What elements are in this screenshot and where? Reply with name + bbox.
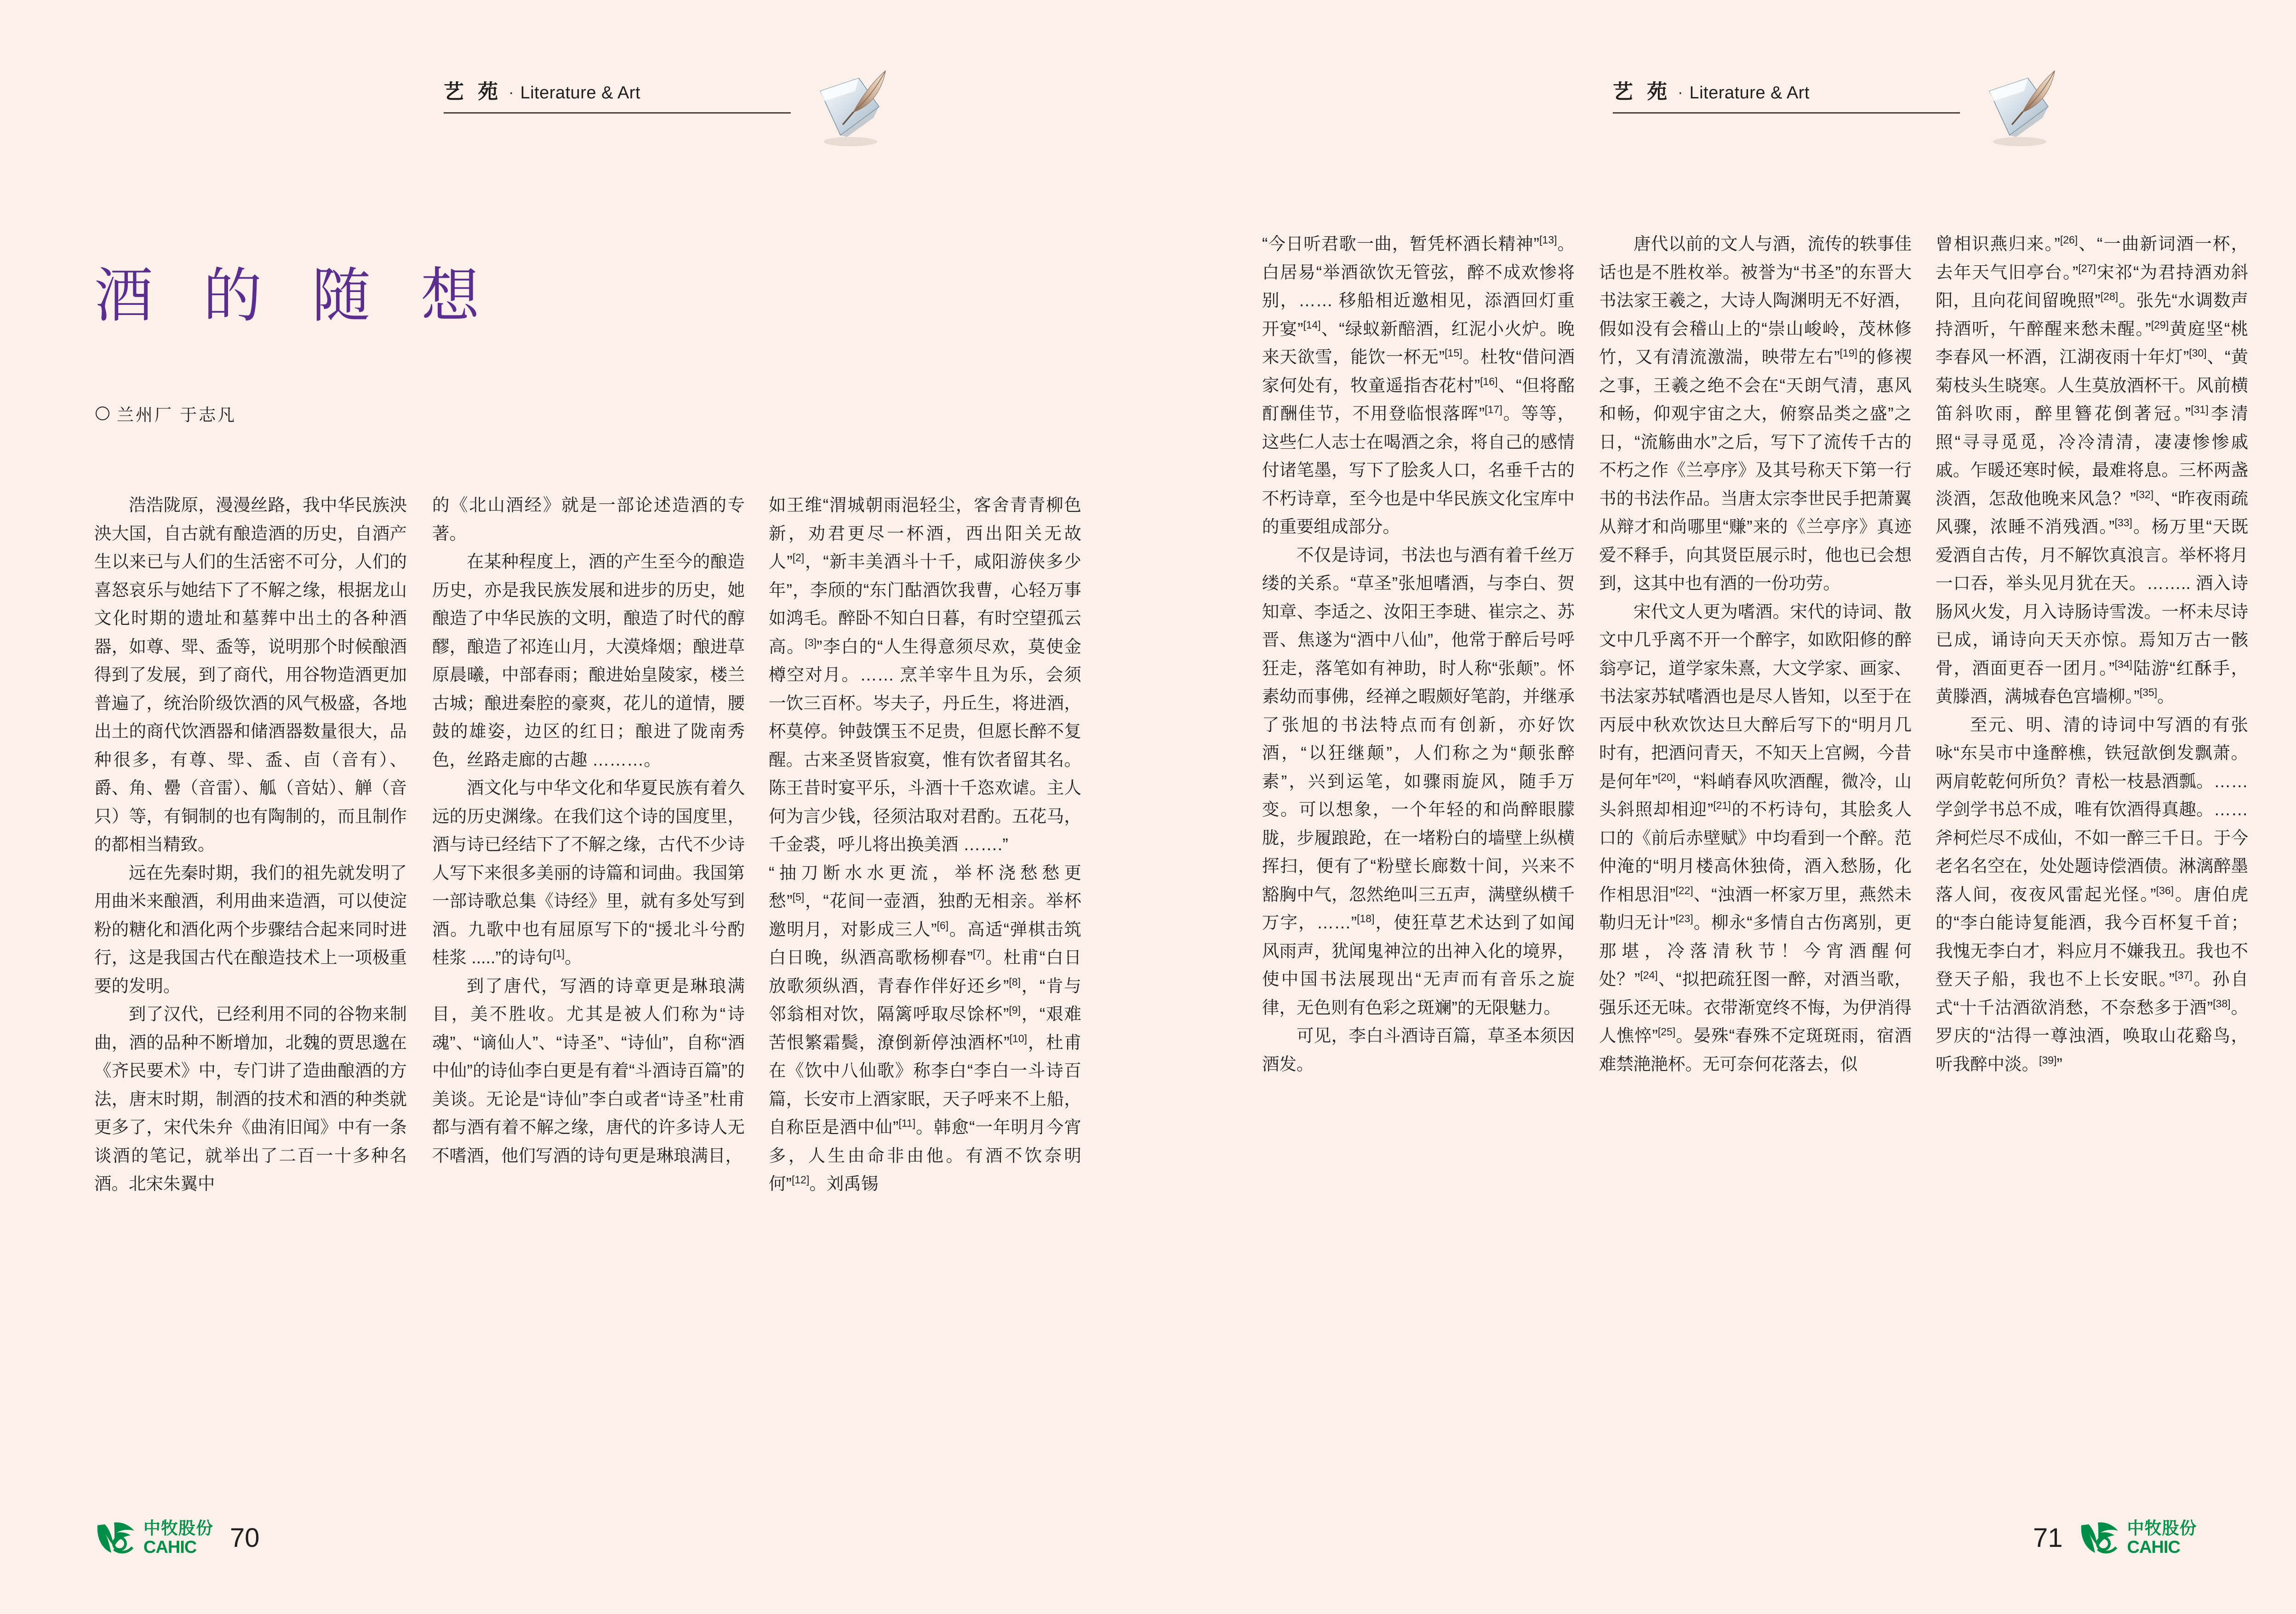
- footnote-marker: [20]: [1657, 771, 1676, 783]
- footer-left: [96, 1517, 260, 1559]
- byline-marker-icon: [96, 406, 109, 420]
- footnote-marker: [2]: [792, 551, 805, 564]
- footnote-marker: [5]: [792, 891, 805, 903]
- footnote-marker: [37]: [2175, 969, 2193, 981]
- footnote-marker: [19]: [1839, 347, 1858, 359]
- body-paragraph: 可见，李白斗酒诗百篇，草圣本须因酒发。: [1262, 1026, 1575, 1074]
- footnote-marker: [14]: [1303, 319, 1321, 331]
- footnote-marker: [1]: [553, 947, 565, 960]
- footnote-marker: [34]: [2114, 658, 2132, 670]
- body-paragraph: 至元、明、清的诗词中写酒的有张咏“东吴市中逢醉樵，铁冠歆倒发飘萧。两肩乾乾何所负？青松一枝悬酒瓢。…… 学剑学书总不成，唯有饮酒得真趣。…… 斧柯烂尽不成仙，不如一醉三千日。于今老名名空在，处处题诗偿酒债。淋漓醉墨落人间，夜夜风雷起光怪。”[36]。唐伯虎的“李白能诗复能酒，我今百杯复千首；我愧无李白才，料应月不嫌我丑。我也不登天子船，我也不上长安眠。”[37]。孙自式“十千沽酒欲消愁，不奈愁多于酒”[38]。罗庆的“沽得一尊浊酒，唤取山花谿鸟，听我醉中淡。[39]”: [1936, 715, 2248, 1074]
- footnote-marker: [24]: [1640, 969, 1658, 981]
- cahic-logo: [96, 1517, 213, 1557]
- cahic-wordmark: [143, 1517, 213, 1557]
- footnote-marker: [30]: [2189, 347, 2207, 359]
- footnote-marker: [39]: [2039, 1054, 2057, 1066]
- body-paragraph: 的《北山酒经》就是一部论述造酒的专著。: [432, 495, 745, 543]
- footnote-marker: [7]: [973, 947, 985, 960]
- body-paragraph: 唐代以前的文人与酒，流传的轶事佳话也是不胜枚举。被誉为“书圣”的东晋大书法家王羲之，大诗人陶渊明无不好酒，假如没有会稽山上的“崇山峻岭，茂林修竹，又有清流激湍，映带左右”[19]的修禊之事，王羲之绝不会在“天朗气清，惠风和畅，仰观宇宙之大，俯察品类之盛”之日，“流觞曲水”之后，写下了流传千古的不朽之作《兰亭序》及其号称天下第一行书的书法作品。当唐太宗李世民手把萧翼从辩才和尚哪里“赚”来的《兰亭序》真迹爱不释手，向其贤臣展示时，他也已会想到，这其中也有酒的一份功劳。: [1599, 234, 1912, 593]
- body-paragraph: 远在先秦时期，我们的祖先就发明了用曲米来酿酒，利用曲来造酒，可以使淀粉的糖化和酒化两个步骤结合起来同时进行，这是我国古代在酿造技术上一项极重要的发明。: [94, 863, 407, 996]
- left-column-3: [769, 491, 1081, 1489]
- footnote-marker: [16]: [1480, 375, 1498, 387]
- body-paragraph: 到了汉代，已经利用不同的谷物来制曲，酒的品种不断增加，北魏的贾思邈在《齐民要术》中，专门讲了造曲酿酒的方法，唐末时期，制酒的技术和酒的种类就更多了，宋代朱弁《曲洧旧闻》中有一条谈酒的笔记，就举出了二百一十多种名酒。北宋朱翼中: [94, 1004, 407, 1193]
- footer-right: [2033, 1517, 2197, 1559]
- running-header-row: [1608, 82, 2174, 103]
- cahic-leaf-icon: [96, 1521, 138, 1555]
- running-header-separator: ·: [508, 84, 514, 101]
- right-column-3: [1936, 230, 2248, 1490]
- running-header-cn: 艺 苑: [444, 80, 503, 103]
- page-number-left: 70: [230, 1522, 260, 1553]
- body-paragraph: 曾相识燕归来。”[26]、“一曲新词酒一杯，去年天气旧亭台。”[27]宋祁“为君持酒劝斜阳，且向花间留晚照”[28]。张先“水调数声持酒听，午醉醒来愁未醒。”[29]黄庭坚“桃李春风一杯酒，江湖夜雨十年灯”[30]、“黄菊枝头生晓寒。人生莫放酒杯干。风前横笛斜吹雨，醉里簪花倒著冠。”[31]李清照“寻寻觅觅，冷冷清清，凄凄惨惨戚戚。乍暖还寒时候，最难将息。三杯两盏淡酒，怎敌他晚来风急？”[32]、“昨夜雨疏风骤，浓睡不消残酒。”[33]。杨万里“天既爱酒自古传，月不解饮真浪言。举杯将月一口吞，举头见月犹在天。…….. 酒入诗肠风火发，月入诗肠诗雪泼。一杯未尽诗已成，诵诗向天天亦惊。焉知万古一骸骨，酒面更吞一团月。”[34]陆游“红酥手，黄滕酒，满城春色宫墙柳。”[35]。: [1936, 234, 2248, 706]
- footnote-marker: [6]: [937, 919, 949, 931]
- cahic-leaf-icon: [2079, 1521, 2122, 1555]
- footnote-marker: [29]: [2151, 319, 2169, 331]
- right-column-2: [1599, 230, 1912, 1490]
- running-header-en: Literature & Art: [520, 83, 641, 103]
- page-title: 酒 的 随 想: [94, 262, 496, 330]
- right-column-1: [1262, 230, 1575, 1490]
- running-header-cn: 艺 苑: [1613, 80, 1672, 103]
- footnote-marker: [8]: [1009, 976, 1021, 988]
- footnote-marker: [23]: [1675, 912, 1693, 925]
- body-paragraph: 在某种程度上，酒的产生至今的酿造历史，亦是我民族发展和进步的历史，她酿造了中华民族的文明，酿造了时代的醇醪，酿造了祁连山月，大漠烽烟；酿进草原晨曦，中部春雨；酿进始皇陵家，楼兰古城；酿进秦腔的豪爽，花儿的道情，腰鼓的雄姿，边区的红日；酿进了陇南秀色，丝路走廊的古趣 ………。: [432, 552, 745, 769]
- body-paragraph: 不仅是诗词，书法也与酒有着千丝万缕的关系。“草圣”张旭嗜酒，与李白、贺知章、李适之、汝阳王李琎、崔宗之、苏晋、焦遂为“酒中八仙”，他常于醉后号呼狂走，落笔如有神助，时人称“张颠”。怀素幼而事佛，经禅之暇颇好笔韵，并继承了张旭的书法特点而有创新，亦好饮酒，“以狂继颠”，人们称之为“颠张醉素”，兴到运笔，如骤雨旋风，随手万变。可以想象，一个年轻的和尚醉眼朦胧，步履踉跄，在一堵粉白的墙壁上纵横挥扫，便有了“粉壁长廊数十间，兴来不豁胸中气，忽然绝叫三五声，满壁纵横千万字，……”[18]，使狂草艺术达到了如闻风雨声，犹闻鬼神泣的出神入化的境界，使中国书法展现出“无声而有音乐之旋律，无色则有色彩之斑斓”的无限魅力。: [1262, 545, 1575, 1017]
- footnote-marker: [18]: [1357, 912, 1375, 925]
- cahic-en: CAHIC: [2127, 1537, 2180, 1557]
- footnote-marker: [25]: [1657, 1025, 1676, 1038]
- footnote-marker: [22]: [1675, 884, 1693, 896]
- cahic-logo: [2079, 1517, 2197, 1557]
- cahic-wordmark: [2127, 1517, 2197, 1557]
- footnote-marker: [12]: [792, 1173, 810, 1186]
- footnote-marker: [3]: [805, 636, 817, 648]
- footnote-marker: [13]: [1539, 234, 1557, 246]
- body-paragraph: “抽刀断水水更流，举杯浇愁愁更愁”[5]，“花间一壶酒，独酌无相亲。举杯邀明月，对影成三人”[6]。高适“弹棋击筑白日晚，纵酒高歌杨柳春”[7]。杜甫“白日放歌须纵酒，青春作伴好还乡”[8]，“肯与邻翁相对饮，隔篱呼取尽馀杯”[9]，“艰难苦恨繁霜鬓，潦倒新停浊酒杯”[10]，杜甫在《饮中八仙歌》称李白“李白一斗诗百篇，长安市上酒家眠，天子呼来不上船，自称臣是酒中仙”[11]。韩愈“一年明月今宵多，人生由命非由他。有酒不饮奈明何”[12]。刘禹锡: [769, 863, 1081, 1193]
- footnote-marker: [17]: [1485, 403, 1502, 416]
- footnote-marker: [36]: [2156, 884, 2174, 896]
- body-paragraph: 酒文化与中华文化和华夏民族有着久远的历史渊缘。在我们这个诗的国度里，酒与诗已经结下了不解之缘，古代不少诗人写下来很多美丽的诗篇和词曲。我国第一部诗歌总集《诗经》里，就有多处写到酒。九歌中也有屈原写下的“援北斗兮酌桂浆 .....”的诗句[1]。: [432, 778, 745, 967]
- running-header-right: [1608, 82, 2174, 151]
- cahic-en: CAHIC: [143, 1537, 197, 1557]
- footnote-marker: [32]: [2136, 488, 2154, 500]
- footnote-marker: [38]: [2213, 997, 2231, 1009]
- left-column-2: [432, 491, 745, 1489]
- footnote-marker: [9]: [1009, 1004, 1021, 1016]
- footnote-marker: [28]: [2100, 290, 2119, 303]
- running-header-rule: [1613, 112, 1960, 114]
- cahic-cn: 中牧股份: [2127, 1517, 2197, 1538]
- footnote-marker: [31]: [2191, 403, 2209, 416]
- running-header-left: [439, 82, 1005, 151]
- running-header-row: [439, 82, 1005, 103]
- running-header-en: Literature & Art: [1689, 83, 1810, 103]
- footnote-marker: [26]: [2060, 234, 2078, 246]
- footnote-marker: [27]: [2078, 262, 2096, 274]
- body-paragraph: “今日听君歌一曲，暂凭杯酒长精神”[13]。白居易“举酒欲饮无管弦，醉不成欢惨将别，…… 移船相近邀相见，添酒回灯重开宴”[14]、“绿蚁新醅酒，红泥小火炉。晚来天欲雪，能饮一杯无”[15]。杜牧“借问酒家何处有，牧童遥指杏花村”[16]、“但将酩酊酬佳节，不用登临恨落晖”[17]。等等，这些仁人志士在喝酒之余，将自己的感情付诸笔墨，写下了脍炙人口，名垂千古的不朽诗章，至今也是中华民族文化宝库中的重要组成部分。: [1262, 234, 1575, 536]
- footnote-marker: [10]: [1009, 1032, 1028, 1044]
- footnote-marker: [11]: [898, 1117, 916, 1129]
- footnote-marker: [33]: [2114, 516, 2132, 529]
- running-header-separator: ·: [1678, 84, 1683, 101]
- body-paragraph: 宋代文人更为嗜酒。宋代的诗词、散文中几乎离不开一个醉字，如欧阳修的醉翁亭记，道学家朱熹，大文学家、画家、书法家苏轼嗜酒也是尽人皆知，以至于在丙辰中秋欢饮达旦大醉后写下的“明月几时有，把酒问青天，不知天上宫阙，今昔是何年”[20]，“料峭春风吹酒醒，微冷，山头斜照却相迎”[21]的不朽诗句，其脍炙人口的《前后赤壁赋》中均看到一个醉。范仲淹的“明月楼高休独倚，酒入愁肠，化作相思泪”[22]、“浊酒一杯家万里，燕然未勒归无计”[23]。柳永“多情自古伤离别，更那堪，冷落清秋节！今宵酒醒何处？”[24]、“拟把疏狂图一醉，对酒当歌，强乐还无味。衣带渐宽终不悔，为伊消得人憔悴”[25]。晏殊“春殊不定斑斑雨，宿酒难禁滟滟杯。无可奈何花落去，似: [1599, 601, 1912, 1074]
- footnote-marker: [35]: [2139, 686, 2158, 698]
- quill-and-paper-icon: [1974, 63, 2066, 150]
- cahic-cn: 中牧股份: [143, 1517, 213, 1538]
- footnote-marker: [15]: [1445, 347, 1462, 359]
- page-number-right: 71: [2033, 1522, 2063, 1553]
- footnote-marker: [21]: [1713, 799, 1731, 812]
- body-paragraph: 到了唐代，写酒的诗章更是琳琅满目，美不胜收。尤其是被人们称为“诗魂”、“谪仙人”、“诗圣”、“诗仙”，自称“酒中仙”的诗仙李白更是有着“斗酒诗百篇”的美谈。无论是“诗仙”李白或者“诗圣”杜甫都与酒有着不解之缘，唐代的许多诗人无不嗜酒，他们写酒的诗句更是琳琅满目，: [432, 976, 745, 1165]
- byline: [96, 401, 236, 426]
- running-header-rule: [444, 112, 791, 114]
- byline-text: 兰州厂 于志凡: [117, 406, 237, 424]
- body-paragraph: 如王维“渭城朝雨浥轻尘，客舍青青柳色新，劝君更尽一杯酒，西出阳关无故人”[2]，“新丰美酒斗十千，咸阳游侠多少年”，李颀的“东门酤酒饮我曹，心轻万事如鸿毛。醉卧不知白日暮，有时空望孤云高。[3]”李白的“人生得意须尽欢，莫使金樽空对月。…… 烹羊宰牛且为乐，会须一饮三百杯。岑夫子，丹丘生，将进酒，杯莫停。钟鼓馔玉不足贵，但愿长醉不复醒。古来圣贤皆寂寞，惟有饮者留其名。陈王昔时宴平乐，斗酒十千恣欢谑。主人何为言少钱，径须沽取对君酌。五花马，千金裘，呼儿将出换美酒 …….”: [769, 495, 1081, 854]
- quill-and-paper-icon: [805, 63, 897, 150]
- left-column-1: [94, 491, 407, 1489]
- body-paragraph: 浩浩陇原，漫漫丝路，我中华民族泱泱大国，自古就有酿造酒的历史，自酒产生以来已与人们的生活密不可分，人们的喜怒哀乐与她结下了不解之缘，根据龙山文化时期的遗址和墓葬中出土的各种酒器，如尊、斝、盉等，说明那个时候酿酒得到了发展，到了商代，用谷物造酒更加普遍了，统治阶级饮酒的风气极盛，各地出土的商代饮酒器和储酒器数量很大，品种很多，有尊、斝、盉、卣（音有）、爵、角、罍（音雷）、觚（音姑）、觯（音只）等，有铜制的也有陶制的，而且制作的都相当精致。: [94, 495, 407, 854]
